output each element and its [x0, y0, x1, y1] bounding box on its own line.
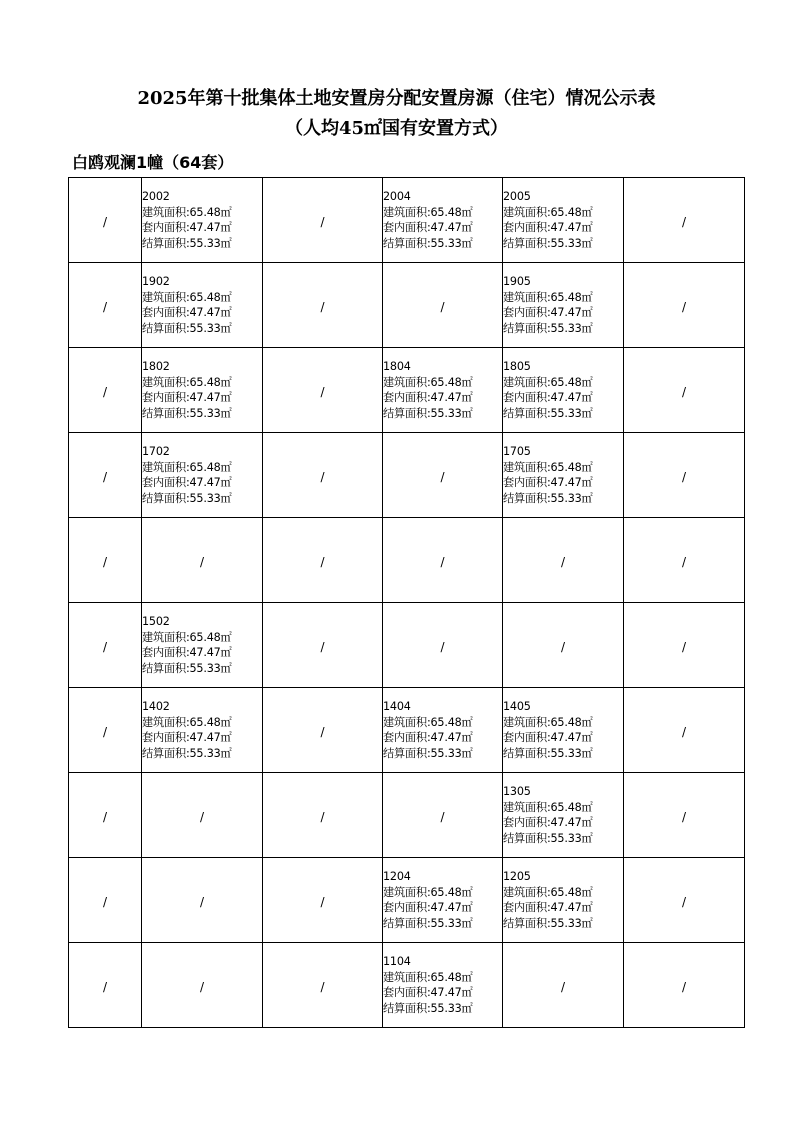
housing-table — [68, 177, 745, 1028]
build-area: 建筑面积:65.48㎡ — [503, 205, 593, 219]
build-area: 建筑面积:65.48㎡ — [142, 460, 232, 474]
empty-mark: / — [320, 214, 325, 229]
unit-cell — [142, 433, 263, 518]
empty-cell — [624, 348, 745, 433]
empty-cell — [263, 858, 383, 943]
empty-mark: / — [681, 639, 687, 654]
table-row — [69, 773, 745, 858]
empty-mark: / — [681, 554, 687, 569]
unit-cell — [503, 688, 624, 773]
settle-area: 结算面积:55.33㎡ — [383, 1001, 473, 1015]
build-area: 建筑面积:65.48㎡ — [503, 375, 593, 389]
inner-area: 套内面积:47.47㎡ — [142, 646, 232, 659]
empty-mark: / — [102, 724, 108, 739]
table-row — [69, 943, 745, 1028]
inner-area: 套内面积:47.47㎡ — [383, 986, 473, 999]
empty-cell — [263, 518, 383, 603]
empty-mark: / — [681, 469, 687, 484]
page-subtitle: （人均45㎡国有安置方式） — [284, 118, 509, 139]
room-number: 1204 — [383, 870, 411, 883]
settle-area: 结算面积:55.33㎡ — [503, 406, 593, 420]
empty-cell — [624, 178, 745, 263]
build-area: 建筑面积:65.48㎡ — [142, 205, 232, 219]
build-area: 建筑面积:65.48㎡ — [142, 715, 232, 729]
unit-cell — [142, 688, 263, 773]
build-area: 建筑面积:65.48㎡ — [383, 715, 473, 729]
settle-area: 结算面积:55.33㎡ — [503, 321, 593, 335]
inner-area: 套内面积:47.47㎡ — [142, 476, 232, 489]
inner-area: 套内面积:47.47㎡ — [383, 391, 473, 404]
empty-mark: / — [440, 299, 445, 314]
empty-cell — [624, 688, 745, 773]
empty-cell — [69, 178, 142, 263]
empty-cell — [69, 858, 142, 943]
settle-area: 结算面积:55.33㎡ — [142, 321, 232, 335]
settle-area: 结算面积:55.33㎡ — [503, 746, 593, 760]
unit-cell — [503, 178, 624, 263]
empty-cell — [624, 773, 745, 858]
room-number: 2005 — [503, 190, 531, 203]
empty-cell — [624, 433, 745, 518]
empty-mark: / — [320, 724, 325, 739]
empty-mark: / — [320, 384, 325, 399]
empty-cell — [624, 858, 745, 943]
empty-cell — [263, 178, 383, 263]
inner-area: 套内面积:47.47㎡ — [383, 221, 473, 234]
inner-area: 套内面积:47.47㎡ — [503, 221, 593, 234]
table-row — [69, 348, 745, 433]
empty-cell — [69, 773, 142, 858]
empty-mark: / — [560, 639, 566, 654]
empty-mark: / — [102, 299, 108, 314]
empty-cell — [142, 773, 263, 858]
empty-mark: / — [102, 554, 108, 569]
room-number: 1804 — [383, 360, 411, 373]
empty-mark: / — [440, 639, 445, 654]
settle-area: 结算面积:55.33㎡ — [503, 236, 593, 250]
inner-area: 套内面积:47.47㎡ — [503, 476, 593, 489]
build-area: 建筑面积:65.48㎡ — [503, 715, 593, 729]
empty-cell — [263, 348, 383, 433]
room-number: 1205 — [503, 870, 531, 883]
empty-mark: / — [681, 724, 687, 739]
settle-area: 结算面积:55.33㎡ — [383, 746, 473, 760]
table-row — [69, 688, 745, 773]
build-area: 建筑面积:65.48㎡ — [142, 290, 232, 304]
empty-mark: / — [102, 384, 108, 399]
room-number: 1902 — [142, 275, 170, 288]
empty-mark: / — [102, 639, 108, 654]
empty-mark: / — [681, 214, 687, 229]
table-row — [69, 858, 745, 943]
empty-cell — [142, 943, 263, 1028]
empty-mark: / — [320, 554, 325, 569]
empty-mark: / — [440, 554, 445, 569]
empty-cell — [503, 943, 624, 1028]
inner-area: 套内面积:47.47㎡ — [503, 901, 593, 914]
unit-cell — [503, 858, 624, 943]
empty-cell — [503, 518, 624, 603]
room-number: 2002 — [142, 190, 170, 203]
room-number: 1905 — [503, 275, 531, 288]
empty-cell — [142, 518, 263, 603]
empty-cell — [263, 263, 383, 348]
unit-cell — [383, 178, 503, 263]
empty-mark: / — [102, 214, 108, 229]
empty-cell — [142, 858, 263, 943]
unit-cell — [383, 943, 503, 1028]
empty-mark: / — [320, 979, 325, 994]
empty-mark: / — [199, 809, 205, 824]
empty-mark: / — [681, 894, 687, 909]
room-number: 1104 — [383, 955, 411, 968]
build-area: 建筑面积:65.48㎡ — [503, 885, 593, 899]
empty-cell — [503, 603, 624, 688]
empty-cell — [69, 603, 142, 688]
table-row — [69, 263, 745, 348]
settle-area: 结算面积:55.33㎡ — [383, 916, 473, 930]
empty-cell — [69, 518, 142, 603]
build-area: 建筑面积:65.48㎡ — [383, 375, 473, 389]
table-row — [69, 603, 745, 688]
unit-cell — [142, 348, 263, 433]
room-number: 1705 — [503, 445, 531, 458]
empty-mark: / — [320, 639, 325, 654]
empty-mark: / — [102, 469, 108, 484]
unit-cell — [142, 263, 263, 348]
room-number: 1404 — [383, 700, 411, 713]
room-number: 1305 — [503, 785, 531, 798]
build-area: 建筑面积:65.48㎡ — [142, 630, 232, 644]
empty-cell — [263, 688, 383, 773]
unit-cell — [142, 603, 263, 688]
settle-area: 结算面积:55.33㎡ — [503, 491, 593, 505]
settle-area: 结算面积:55.33㎡ — [142, 236, 232, 250]
empty-mark: / — [681, 979, 687, 994]
settle-area: 结算面积:55.33㎡ — [383, 236, 473, 250]
empty-mark: / — [440, 809, 445, 824]
empty-cell — [383, 433, 503, 518]
empty-cell — [383, 518, 503, 603]
page-title: 2025年第十批集体土地安置房分配安置房源（住宅）情况公示表 — [137, 88, 656, 109]
inner-area: 套内面积:47.47㎡ — [503, 816, 593, 829]
build-area: 建筑面积:65.48㎡ — [503, 290, 593, 304]
build-area: 建筑面积:65.48㎡ — [142, 375, 232, 389]
room-number: 1802 — [142, 360, 170, 373]
unit-cell — [503, 433, 624, 518]
build-area: 建筑面积:65.48㎡ — [503, 800, 593, 814]
empty-cell — [383, 773, 503, 858]
settle-area: 结算面积:55.33㎡ — [142, 661, 232, 675]
inner-area: 套内面积:47.47㎡ — [503, 731, 593, 744]
room-number: 1402 — [142, 700, 170, 713]
unit-cell — [503, 773, 624, 858]
inner-area: 套内面积:47.47㎡ — [142, 731, 232, 744]
inner-area: 套内面积:47.47㎡ — [142, 221, 232, 234]
empty-mark: / — [560, 979, 566, 994]
room-number: 1702 — [142, 445, 170, 458]
empty-cell — [624, 263, 745, 348]
table-row — [69, 178, 745, 263]
empty-cell — [69, 263, 142, 348]
inner-area: 套内面积:47.47㎡ — [383, 901, 473, 914]
empty-mark: / — [560, 554, 566, 569]
table-row — [69, 433, 745, 518]
build-area: 建筑面积:65.48㎡ — [383, 885, 473, 899]
room-number: 1805 — [503, 360, 531, 373]
inner-area: 套内面积:47.47㎡ — [503, 391, 593, 404]
empty-mark: / — [320, 894, 325, 909]
empty-cell — [383, 263, 503, 348]
empty-cell — [624, 943, 745, 1028]
unit-cell — [383, 858, 503, 943]
empty-cell — [383, 603, 503, 688]
settle-area: 结算面积:55.33㎡ — [142, 491, 232, 505]
build-area: 建筑面积:65.48㎡ — [383, 205, 473, 219]
settle-area: 结算面积:55.33㎡ — [142, 746, 232, 760]
empty-mark: / — [320, 809, 325, 824]
empty-mark: / — [681, 384, 687, 399]
empty-cell — [69, 348, 142, 433]
settle-area: 结算面积:55.33㎡ — [142, 406, 232, 420]
empty-cell — [263, 773, 383, 858]
empty-mark: / — [440, 469, 445, 484]
empty-cell — [263, 433, 383, 518]
empty-cell — [624, 518, 745, 603]
unit-cell — [383, 688, 503, 773]
unit-cell — [503, 348, 624, 433]
empty-cell — [69, 688, 142, 773]
settle-area: 结算面积:55.33㎡ — [503, 916, 593, 930]
inner-area: 套内面积:47.47㎡ — [142, 391, 232, 404]
empty-mark: / — [681, 299, 687, 314]
unit-cell — [503, 263, 624, 348]
empty-mark: / — [320, 299, 325, 314]
settle-area: 结算面积:55.33㎡ — [503, 831, 593, 845]
room-number: 1405 — [503, 700, 531, 713]
empty-cell — [263, 603, 383, 688]
unit-cell — [142, 178, 263, 263]
empty-cell — [263, 943, 383, 1028]
build-area: 建筑面积:65.48㎡ — [503, 460, 593, 474]
inner-area: 套内面积:47.47㎡ — [503, 306, 593, 319]
inner-area: 套内面积:47.47㎡ — [142, 306, 232, 319]
empty-mark: / — [681, 809, 687, 824]
empty-mark: / — [102, 894, 108, 909]
table-row — [69, 518, 745, 603]
empty-mark: / — [199, 554, 205, 569]
empty-mark: / — [102, 809, 108, 824]
empty-mark: / — [199, 894, 205, 909]
empty-mark: / — [102, 979, 108, 994]
empty-mark: / — [199, 979, 205, 994]
empty-cell — [69, 943, 142, 1028]
room-number: 2004 — [383, 190, 411, 203]
empty-cell — [624, 603, 745, 688]
unit-cell — [383, 348, 503, 433]
building-label: 白鸥观澜1幢（64套） — [72, 153, 234, 172]
build-area: 建筑面积:65.48㎡ — [383, 970, 473, 984]
empty-cell — [69, 433, 142, 518]
inner-area: 套内面积:47.47㎡ — [383, 731, 473, 744]
empty-mark: / — [320, 469, 325, 484]
settle-area: 结算面积:55.33㎡ — [383, 406, 473, 420]
room-number: 1502 — [142, 615, 170, 628]
